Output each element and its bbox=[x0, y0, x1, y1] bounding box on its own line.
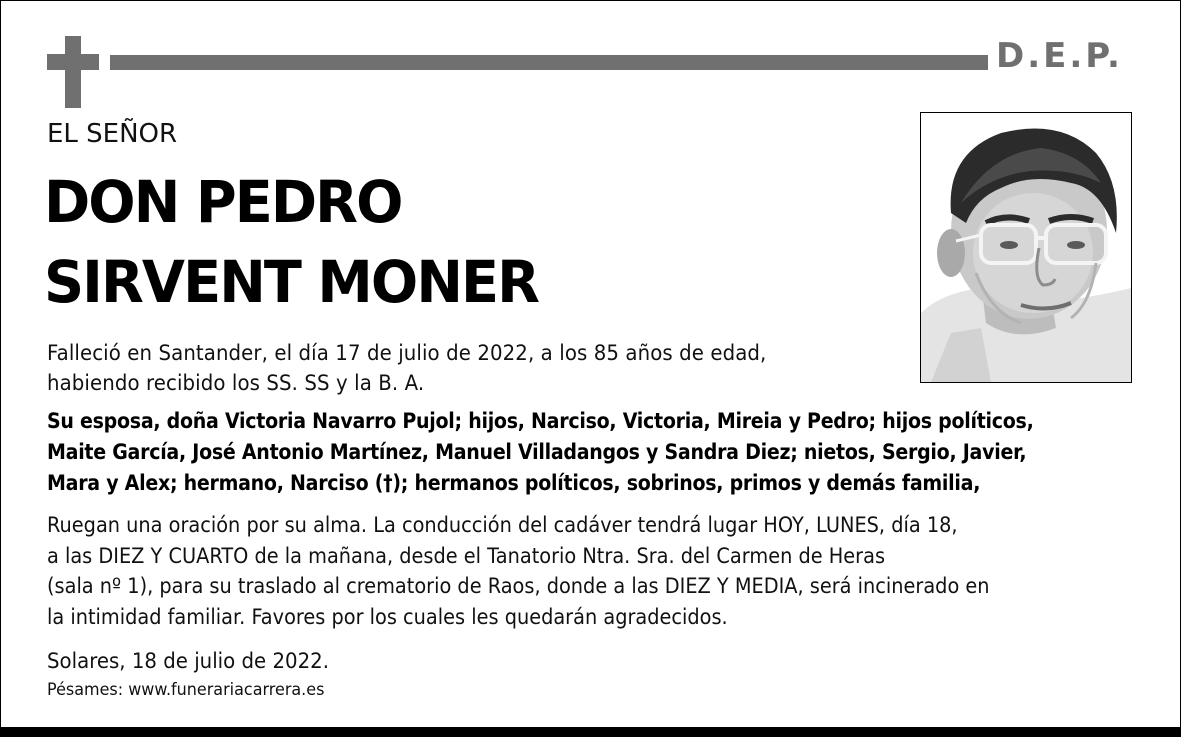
portrait-photo bbox=[920, 112, 1132, 383]
place-date: Solares, 18 de julio de 2022. bbox=[47, 649, 329, 673]
bottom-rule bbox=[0, 727, 1181, 737]
cross-icon-vertical bbox=[65, 36, 81, 108]
portrait-icon bbox=[921, 113, 1131, 382]
family-line: Mara y Alex; hermano, Narciso (†); hermanos políticos, sobrinos, primos y demás familia, bbox=[47, 471, 981, 495]
deceased-name bbox=[44, 162, 538, 322]
honorific: EL SEÑOR bbox=[47, 119, 178, 149]
family-line: Maite García, José Antonio Martínez, Manuel Villadangos y Sandra Diez; nietos, Sergio, Javier, bbox=[47, 440, 1027, 464]
cross-icon-horizontal bbox=[47, 54, 99, 70]
header-rule bbox=[110, 55, 988, 70]
dep-label: D.E.P. bbox=[996, 36, 1123, 76]
death-notice-line: Falleció en Santander, el día 17 de julio de 2022, a los 85 años de edad, bbox=[47, 341, 767, 365]
family-line: Su esposa, doña Victoria Navarro Pujol; hijos, Narciso, Victoria, Mireia y Pedro; hijos políticos, bbox=[47, 409, 1034, 433]
ceremony-line: Ruegan una oración por su alma. La conducción del cadáver tendrá lugar HOY, LUNES, día 18, bbox=[47, 513, 958, 537]
deceased-name-line-2: SIRVENT MONER bbox=[44, 248, 539, 316]
deceased-name-line-1: DON PEDRO bbox=[44, 168, 402, 236]
family-paragraph bbox=[47, 406, 1034, 499]
ceremony-line: a las DIEZ Y CUARTO de la mañana, desde el Tanatorio Ntra. Sra. del Carmen de Heras bbox=[47, 543, 886, 568]
death-notice-paragraph bbox=[47, 338, 766, 398]
ceremony-paragraph bbox=[47, 510, 990, 632]
death-notice-line: habiendo recibido los SS. SS y la B. A. bbox=[47, 371, 425, 395]
ceremony-line: (sala nº 1), para su traslado al crematorio de Raos, donde a las DIEZ Y MEDIA, será incinerado en bbox=[47, 574, 990, 598]
ceremony-line: la intimidad familiar. Favores por los cuales les quedarán agradecidos. bbox=[47, 604, 728, 629]
condolences-link: Pésames: www.funerariacarrera.es bbox=[47, 680, 325, 700]
